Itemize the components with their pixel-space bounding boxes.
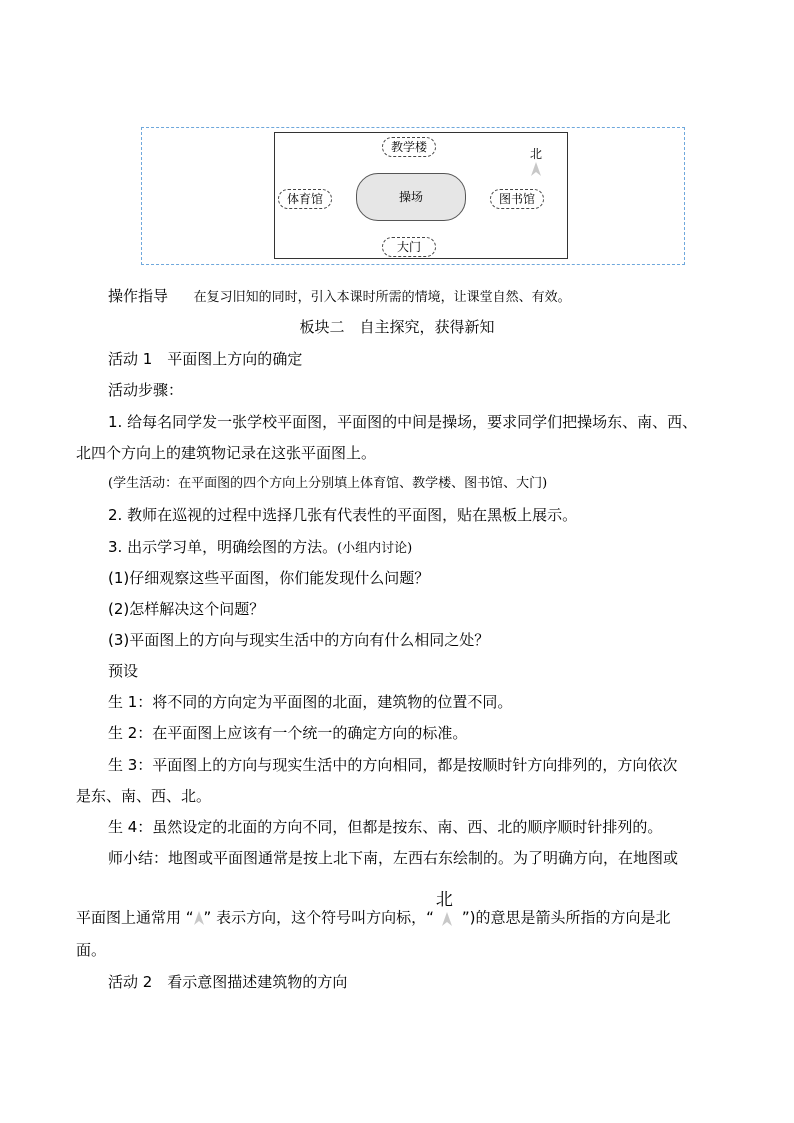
playground-center: 操场 [356, 173, 466, 221]
north-direction-marker [434, 890, 462, 938]
student-activity: (学生活动：在平面图的四个方向上分别填上体育馆、教学楼、图书馆、大门) [108, 476, 548, 491]
question-1: (1)仔细观察这些平面图，你们能发现什么问题？ [108, 569, 430, 587]
student3-line2: 是东、南、西、北。 [76, 787, 212, 805]
north-label: 北 [530, 147, 543, 161]
step3-main: 3. 出示学习单，明确绘图的方法。 [108, 538, 338, 556]
ops-guide [108, 286, 571, 308]
activity1-title: 活动 1 平面图上方向的确定 [108, 350, 303, 368]
student2: 生 2：在平面图上应该有一个统一的确定方向的标准。 [108, 724, 468, 742]
teacher-line2-b: ” 表示方向，这个符号叫方向标，“ [203, 908, 434, 927]
question-3: (3)平面图上的方向与现实生活中的方向有什么相同之处？ [108, 631, 490, 649]
building-east: 图书馆 [490, 189, 544, 209]
teacher-line2-a: 平面图上通常用 “ [76, 908, 194, 927]
teacher-summary-line2 [76, 890, 671, 938]
step3 [108, 537, 412, 559]
teacher-summary-line3: 面。 [76, 941, 107, 959]
building-south: 大门 [382, 237, 436, 257]
building-north: 教学楼 [382, 137, 436, 157]
preset-label: 预设 [108, 662, 139, 680]
question-2: (2)怎样解决这个问题？ [108, 600, 265, 618]
north-marker-label: 北 [435, 890, 453, 910]
north-arrow-icon [531, 162, 541, 176]
student3-line1: 生 3：平面图上的方向与现实生活中的方向相同，都是按顺时针方向排列的，方向依次 [108, 756, 678, 774]
step1-line2: 北四个方向上的建筑物记录在这张平面图上。 [76, 444, 377, 462]
ops-guide-text: 在复习旧知的同时，引入本课时所需的情境，让课堂自然、有效。 [193, 290, 571, 305]
activity2-title: 活动 2 看示意图描述建筑物的方向 [108, 973, 348, 991]
building-west: 体育馆 [278, 189, 332, 209]
school-map-figure [274, 132, 568, 259]
teacher-line2-c: ”)的意思是箭头所指的方向是北 [461, 908, 671, 927]
step2: 2. 教师在巡视的过程中选择几张有代表性的平面图，贴在黑板上展示。 [108, 506, 578, 524]
steps-label: 活动步骤： [108, 381, 184, 399]
direction-arrow-icon [194, 911, 204, 925]
section-title: 板块二 自主探究，获得新知 [299, 318, 495, 336]
teacher-summary-line1: 师小结：地图或平面图通常是按上北下南，左西右东绘制的。为了明确方向，在地图或 [108, 849, 679, 867]
step3-note: (小组内讨论) [337, 541, 413, 556]
ops-guide-label: 操作指导 [108, 287, 169, 305]
north-marker-arrow-icon [442, 912, 452, 926]
step1-line1: 1. 给每名同学发一张学校平面图，平面图的中间是操场，要求同学们把操场东、南、西、 [108, 413, 698, 431]
student1: 生 1：将不同的方向定为平面图的北面，建筑物的位置不同。 [108, 693, 513, 711]
student4: 生 4：虽然设定的北面的方向不同，但都是按东、南、西、北的顺序顺时针排列的。 [108, 818, 663, 836]
